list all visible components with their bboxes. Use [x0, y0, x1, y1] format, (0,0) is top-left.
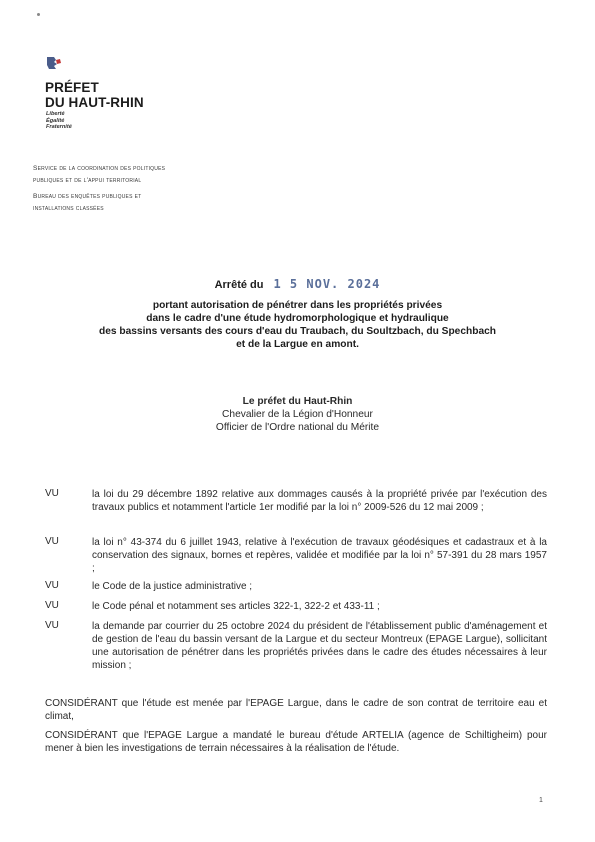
prefet-title-1: Chevalier de la Légion d'Honneur: [222, 409, 373, 420]
vu-item-4: le Code pénal et notamment ses articles 322-1, 322-2 et 433-11 ;: [92, 601, 380, 612]
service-line-2: publiques et de l'appui territorial: [33, 177, 142, 184]
considerant-label: CONSIDÉRANT: [45, 730, 118, 741]
prefet-name: Le préfet du Haut-Rhin: [242, 396, 353, 407]
arrete-date-stamp: 1 5 NOV. 2024: [273, 277, 381, 291]
scan-dot-icon: [36, 12, 41, 17]
prefet-line-1: PRÉFET: [45, 80, 99, 95]
republic-motto: [46, 111, 72, 131]
vu-label: VU: [45, 620, 59, 631]
vu-label: VU: [45, 536, 59, 547]
motto-egalite: Égalité: [46, 117, 65, 124]
title-line-3: des bassins versants des cours d'eau du Traubach, du Soultzbach, du Spechbach: [98, 326, 496, 337]
considerant-label: CONSIDÉRANT: [45, 698, 118, 709]
prefet-line-2: DU HAUT-RHIN: [45, 95, 144, 110]
prefet-title-2: Officier de l'Ordre national du Mérite: [215, 422, 380, 433]
vu-item-1: la loi du 29 décembre 1892 relative aux dommages causés à la propriété privée par l'exécution des travaux publics et notamment l'article 1er modifié par la loi n° 2009-526 du 12 mai 2009 ;: [92, 489, 547, 513]
considerant-item-1: [45, 697, 547, 723]
service-line-3: Bureau des enquêtes publiques et: [33, 193, 142, 200]
prefet-block: [0, 395, 595, 434]
page-number: 1: [539, 797, 543, 804]
arrete-heading: [0, 277, 595, 291]
vu-label: VU: [45, 488, 59, 499]
title-line-4: et de la Largue en amont.: [236, 339, 359, 350]
prefecture-title: [45, 80, 144, 110]
title-line-1: portant autorisation de pénétrer dans les propriétés privées: [152, 300, 443, 311]
considerant-text-1: que l'étude est menée par l'EPAGE Largue, dans le cadre de son contrat de territoire eau et climat,: [45, 698, 548, 722]
vu-label: VU: [45, 600, 59, 611]
title-line-2: dans le cadre d'une étude hydromorphologique et hydraulique: [146, 313, 449, 324]
considerant-text-2: que l'EPAGE Largue a mandaté le bureau d'étude ARTELIA (agence de Schiltigheim) pour mener à bien les investigations de terrain nécessaires à la réalisation de l'étude.: [45, 730, 547, 754]
vu-item-3: le Code de la justice administrative ;: [92, 581, 253, 592]
considerant-item-2: [45, 729, 547, 755]
vu-label: VU: [45, 580, 59, 591]
vu-item-5: la demande par courrier du 25 octobre 2024 du président de l'établissement public d'aménagement et de gestion de l'eau du bassin versant de la Largue et du secteur Montreux (EPAGE Largue), sollicitant une autorisation de pénétrer dans les propriétés privées dans le cadre des études nécessaires à leur mission ;: [92, 621, 547, 671]
arrete-title: [60, 299, 535, 351]
motto-fraternite: Fraternité: [46, 124, 72, 130]
vu-item-2: la loi n° 43-374 du 6 juillet 1943, relative à l'exécution de travaux géodésiques et cadastraux et à la conservation des signaux, bornes et repères, validée et modifiée par la loi n° 57-391 du 28 mars 1957 ;: [92, 537, 547, 574]
marianne-logo-icon: [45, 56, 63, 70]
service-line-4: installations classées: [33, 205, 104, 212]
service-line-1: Service de la coordination des politiques: [33, 165, 166, 172]
arrete-label: Arrêté du: [214, 279, 264, 291]
motto-liberte: Liberté: [46, 111, 65, 117]
